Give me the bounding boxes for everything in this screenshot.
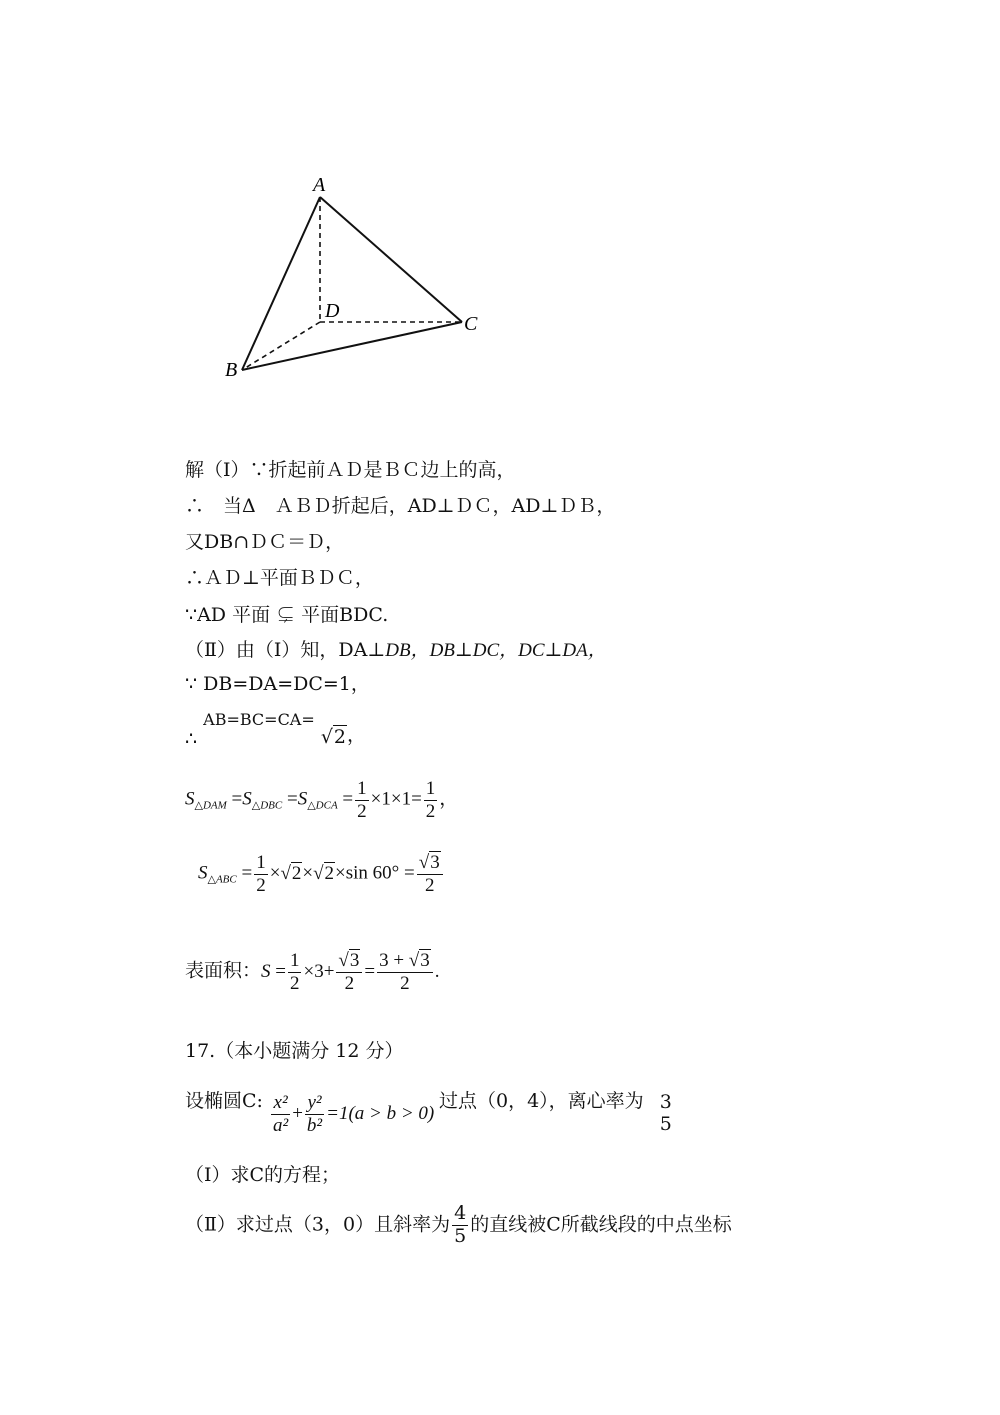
label-b: B: [225, 359, 238, 381]
tetrahedron-figure: [210, 170, 510, 385]
y2: y²: [305, 1092, 324, 1115]
line6-prefix: （Ⅱ）由（Ⅰ）知，DA⊥: [185, 639, 386, 661]
line8-suffix: ，: [347, 724, 367, 746]
equation-2: [198, 852, 445, 897]
solution-line-3: 又DB∩ＤＣ＝Ｄ，: [185, 531, 345, 553]
eq1-frac-b: [424, 778, 438, 823]
problem17-intro: [185, 1092, 676, 1137]
eq1-sub1: △DAM: [194, 799, 227, 812]
plus-sign: +: [292, 1103, 303, 1124]
x2: x²: [271, 1092, 290, 1115]
eq3-frac-result: $\frac{3 + √3}{2}$: [377, 950, 433, 995]
eq1-eq3: =: [342, 788, 354, 810]
part2-post: 的直线被C所截线段的中点坐标: [470, 1213, 732, 1236]
eq2-result-sqrt: 3: [430, 852, 440, 873]
label-d: D: [325, 300, 340, 322]
eq2-s: S: [198, 862, 208, 884]
line8-text: AB=BC=CA=: [203, 710, 315, 729]
eq2-times2: ×: [302, 862, 314, 884]
eq1-sub2: △DBC: [251, 799, 283, 812]
k-num: 4: [454, 1202, 467, 1224]
eq1-tail: ，: [439, 788, 459, 810]
eq2-eq1: =: [241, 862, 253, 884]
e-den: 5: [659, 1113, 672, 1135]
eq3-eq1: =: [275, 960, 286, 982]
edge-ac: [320, 197, 462, 322]
edge-bc: [242, 322, 462, 370]
eq2-result-den: 2: [424, 874, 435, 896]
intro-label: 设椭圆C:: [185, 1090, 263, 1112]
eq3-result-pre: 3 +: [379, 950, 409, 971]
eq1-eq2: =: [286, 788, 298, 810]
ellipse-cond: =1(a > b > 0): [326, 1103, 435, 1124]
intro-after: 过点（0，4），离心率为: [439, 1090, 644, 1112]
eq3-math: [261, 950, 440, 994]
eq1-frac-a-den: 2: [357, 800, 367, 822]
eccentricity-frac: [658, 1092, 674, 1136]
sqrt-2-value: 2: [333, 726, 347, 748]
solution-line-5: ∵AD 平面 ⊊ 平面BDC.: [185, 604, 389, 626]
frac-x2-a2: [271, 1092, 290, 1137]
eq2-frac-result: [417, 852, 443, 897]
ellipse-equation: [269, 1092, 439, 1137]
eq3-dot: .: [434, 960, 440, 982]
eq2-sqrt-b: √2: [313, 862, 335, 884]
solution-line-6: [185, 641, 607, 660]
eq1-times: ×1×1: [370, 788, 412, 810]
eq2-half-num: 1: [256, 852, 266, 873]
eq1-sub3: △DCA: [307, 799, 338, 812]
solution-line-1: 解（Ⅰ）∵折起前ＡＤ是ＢＣ边上的高，: [185, 459, 516, 481]
eq1-s2: S: [242, 788, 252, 810]
eq1-frac-b-num: 1: [425, 778, 436, 799]
eq3-frac-half: [288, 950, 302, 995]
eq3-sqrt3: 3: [349, 950, 360, 971]
edge-ab: [242, 197, 320, 370]
eq2-sqrt-a-val: 2: [291, 862, 302, 884]
tetrahedron-diagram: [210, 170, 510, 385]
eq1-eq1: =: [231, 788, 243, 810]
eq3-sqrt3-den: 2: [344, 972, 355, 994]
problem17-part1: （Ⅰ）求C的方程；: [185, 1164, 341, 1186]
frac-y2-b2: [305, 1092, 324, 1137]
line6-math: DB，DB⊥DC，DC⊥DA，: [385, 640, 607, 661]
eq3-eq2: =: [364, 960, 376, 982]
eq2-times1: ×: [269, 862, 281, 884]
eq2-sqrt-a: √2: [280, 862, 302, 884]
eq1-frac-a: [355, 778, 369, 823]
eq3-result-den: 2: [400, 972, 410, 994]
eq3-result-sqrt: 3: [420, 950, 430, 971]
problem17-part2: [185, 1203, 732, 1248]
eq3-half-num: 1: [289, 950, 300, 971]
label-c: C: [464, 313, 478, 335]
surface-area-label: 表面积：: [185, 959, 262, 982]
eq2-sub: △ABC: [207, 873, 237, 886]
solution-line-4: ∴ＡＤ⊥平面ＢＤＣ，: [185, 567, 374, 589]
eq2-sqrt-b-val: 2: [324, 862, 335, 884]
sqrt-2: √2: [320, 726, 347, 748]
eq2-eq2: =: [404, 862, 415, 884]
eq3-plus: +: [323, 960, 335, 982]
a2: a²: [273, 1115, 289, 1137]
solution-line-7: ∵ DB=DA=DC=1，: [185, 673, 370, 695]
eq1-s3: S: [297, 788, 308, 810]
eq2-half-den: 2: [256, 874, 266, 896]
eq1-frac-b-den: 2: [425, 800, 436, 822]
eq3-frac-sqrt3: $\frac{√3}{2}$: [336, 950, 362, 995]
solution-line-8: [185, 712, 366, 749]
b2: b²: [306, 1115, 323, 1137]
k-den: 5: [454, 1224, 467, 1247]
problem17-heading: 17.（本小题满分 12 分）: [185, 1040, 404, 1062]
label-a: A: [313, 174, 326, 196]
solution-line-2: ∴ 当Δ ＡＢＤ折起后，AD⊥ＤＣ，AD⊥ＤＢ，: [185, 495, 616, 517]
eq2-result-num: √3: [417, 852, 443, 875]
eq3-half-den: 2: [289, 972, 300, 994]
eq2-frac-half: [254, 852, 268, 897]
eq1-eq4: =: [411, 788, 422, 810]
eq1-frac-a-num: 1: [357, 778, 367, 799]
equation-1: [185, 778, 458, 823]
eq1-s1: S: [185, 788, 195, 810]
e-num: 3: [659, 1091, 672, 1114]
eq2-sin: ×sin 60°: [335, 862, 400, 884]
therefore-symbol: ∴: [185, 728, 198, 750]
equation-3: [185, 950, 439, 995]
part2-pre: （Ⅱ）求过点（3，0）且斜率为: [185, 1213, 451, 1236]
slope-frac: [452, 1203, 468, 1248]
eq3-times3: ×3: [303, 960, 324, 982]
eq3-s: S: [261, 960, 271, 982]
